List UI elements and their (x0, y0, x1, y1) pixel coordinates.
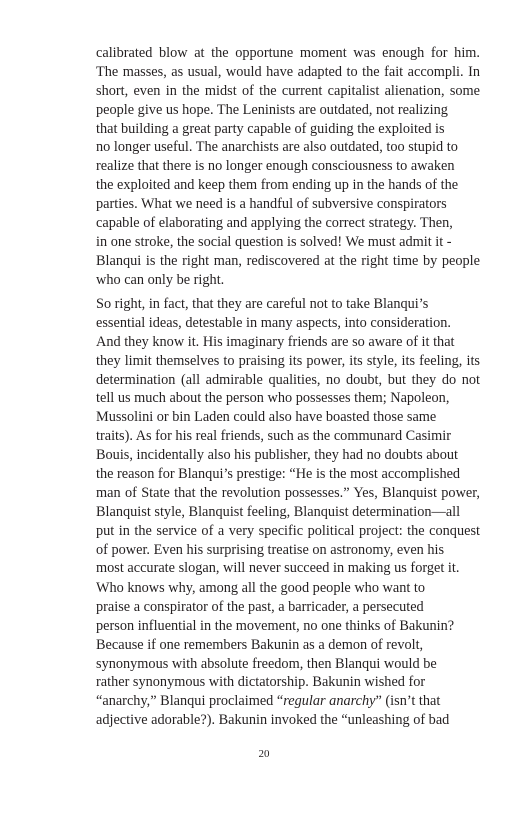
text-line: realize that there is no longer enough consciousness to awaken (96, 158, 455, 175)
text-line: most accurate slogan, will never succeed in making us forget it. (96, 560, 460, 577)
paragraph-3 (96, 579, 480, 730)
text-line-with-italic (96, 692, 480, 711)
text-line: The masses, as usual, would have adapted to the fait accompli. In (96, 63, 480, 80)
text-line: in one stroke, the social question is solved! We must admit it - (96, 233, 452, 250)
text-line: no longer useful. The anarchists are also outdated, too stupid to (96, 139, 458, 156)
page-number: 20 (258, 748, 270, 760)
text-line: Blanquist style, Blanquist feeling, Blanquist determination—all (96, 503, 461, 520)
text-line: Mussolini or bin Laden could also have boasted those same (96, 409, 437, 426)
text-line: person influential in the movement, no one thinks of Bakunin? (96, 617, 455, 634)
text-line: And they know it. His imaginary friends are so aware of it that (96, 333, 455, 350)
text-line: who can only be right. (96, 271, 225, 288)
text-line: synonymous with absolute freedom, then Blanqui would be (96, 655, 437, 672)
text-line: adjective adorable?). Bakunin invoked the “unleashing of bad (96, 712, 450, 729)
text-line: put in the service of a very specific political project: the conquest (96, 522, 480, 539)
text-line: that building a great party capable of guiding the exploited is (96, 120, 445, 137)
text-line: Because if one remembers Bakunin as a demon of revolt, (96, 636, 424, 653)
text-line: people give us hope. The Leninists are outdated, not realizing (96, 101, 448, 118)
text-line: determination (all admirable qualities, no doubt, but they do not (96, 371, 480, 388)
text-line: calibrated blow at the opportune moment was enough for him. (96, 45, 480, 61)
paragraph-2 (96, 295, 480, 578)
text-line: Who knows why, among all the good people who want to (96, 580, 426, 596)
text-line: praise a conspirator of the past, a barricader, a persecuted (96, 598, 424, 615)
text-line: So right, in fact, that they are careful not to take Blanqui’s (96, 296, 429, 312)
text-line: Bouis, incidentally also his publisher, they had no doubts about (96, 447, 458, 464)
text-line: of power. Even his surprising treatise on astronomy, even his (96, 541, 445, 558)
italic-phrase: regular anarchy (283, 693, 376, 710)
text-line: the reason for Blanqui’s prestige: “He is the most accomplished (96, 466, 461, 483)
paragraph-1 (96, 44, 480, 290)
text-line: short, even in the midst of the current capitalist alienation, some (96, 82, 480, 99)
text-line: capable of elaborating and applying the correct strategy. Then, (96, 215, 453, 232)
text-line: tell us much about the person who possesses them; Napoleon, (96, 390, 450, 407)
text-line: the exploited and keep them from ending up in the hands of the (96, 177, 459, 194)
text-segment: “anarchy,” Blanqui proclaimed “ (96, 693, 284, 710)
text-line: parties. What we need is a handful of subversive conspirators (96, 196, 447, 213)
text-line: Blanqui is the right man, rediscovered at the right time by people (96, 252, 480, 269)
text-segment: ” (isn’t that (375, 693, 441, 710)
text-line: rather synonymous with dictatorship. Bakunin wished for (96, 674, 426, 691)
text-line: traits). As for his real friends, such as the communard Casimir (96, 428, 451, 445)
text-line: man of State that the revolution possesses.” Yes, Blanquist power, (96, 484, 480, 501)
text-line: essential ideas, detestable in many aspects, into consideration. (96, 314, 451, 331)
text-line: they limit themselves to praising its power, its style, its feeling, its (96, 352, 480, 369)
